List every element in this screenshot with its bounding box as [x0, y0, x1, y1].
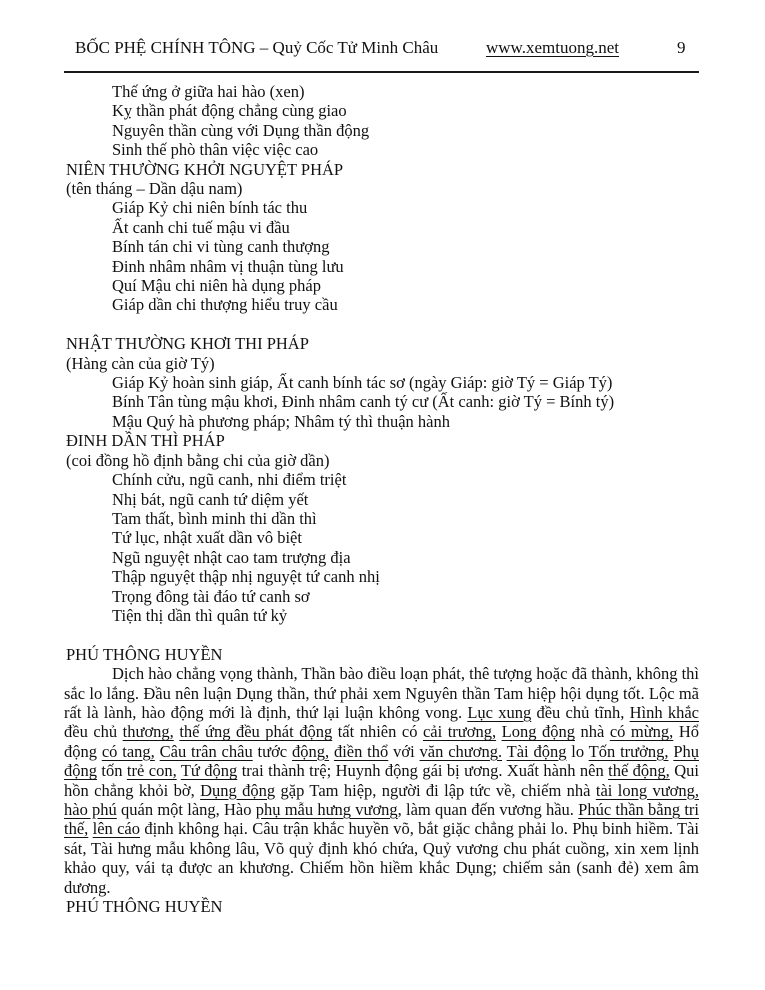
section-heading: NIÊN THƯỜNG KHỞI NGUYỆT PHÁP	[66, 159, 344, 179]
underlined-phrase: có mừng,	[609, 722, 674, 742]
underlined-phrase: lên cáo	[92, 819, 141, 839]
text-run: , làm quan đến vương hầu.	[397, 800, 579, 819]
header-site-link[interactable]: www.xemtuong.net	[486, 38, 619, 57]
underlined-phrase: cải trương,	[422, 722, 497, 742]
text-run: tốn	[97, 761, 127, 781]
verse-line: Giáp Kỷ chi niên bính tác thu	[112, 198, 308, 218]
verse-line: Tam thất, bình minh thi dần thì	[112, 508, 317, 528]
verse-line: Mậu Quý hà phương pháp; Nhâm tý thì thuận hành	[112, 411, 450, 431]
verse-line: Sinh thế phò thân việc việc cao	[112, 140, 319, 160]
underlined-phrase: Phụ động	[64, 741, 699, 781]
verse-line: Thế ứng ở giữa hai hào (xen)	[112, 82, 305, 101]
verse-line: Nguyên thần cùng với Dụng thần động	[112, 120, 370, 140]
underlined-phrase: Hình khắc	[629, 702, 699, 722]
text-run: quán một làng, Hào	[116, 800, 256, 819]
blank-line	[64, 315, 699, 334]
text-run: tất nhiên có	[332, 722, 423, 742]
verse-line: Tiện thị dần thì quân tứ kỷ	[112, 605, 288, 625]
text-run: với	[388, 741, 420, 761]
underlined-phrase: Tốn trưởng,	[588, 741, 669, 761]
section-heading: NHẬT THƯỜNG KHƠI THI PHÁP	[66, 334, 309, 354]
text-run: Qui hồn chẳng khỏi bờ,	[64, 761, 699, 800]
section-heading: PHÚ THÔNG HUYỀN	[66, 644, 223, 664]
verse-line: Bính Tân tùng mậu khơi, Đinh nhâm canh tý cư (Ất canh: giờ Tý = Bính tý)	[112, 392, 615, 412]
verse-line: Chính cửu, ngũ canh, nhi điểm triệt	[112, 470, 347, 490]
document-body	[64, 82, 699, 916]
section-note: (tên tháng – Dần dậu nam)	[66, 179, 243, 199]
blank-line	[64, 625, 699, 644]
page-header	[64, 38, 699, 73]
section-heading: PHÚ THÔNG HUYỀN	[66, 897, 223, 917]
text-run: lo	[566, 741, 589, 761]
verse-line: Đinh nhâm nhâm vị thuận tùng lưu	[112, 256, 344, 276]
verse-line: Bính tán chi vi tùng canh thượng	[112, 237, 330, 257]
underlined-phrase: Phúc thần bằng tri thế,	[64, 800, 699, 839]
underlined-phrase: Câu trân châu	[159, 741, 253, 761]
underlined-phrase: hào phú	[64, 800, 117, 819]
underlined-phrase: Lục xung	[467, 702, 532, 722]
verse-line: Nhị bát, ngũ canh tứ diệm yết	[112, 489, 309, 509]
body-paragraph	[64, 664, 699, 897]
verse-line: Thập nguyệt thập nhị nguyệt tứ canh nhị	[112, 567, 380, 587]
underlined-phrase: văn chương.	[419, 741, 503, 761]
underlined-phrase: thế động,	[608, 761, 670, 781]
underlined-phrase: Dụng động	[200, 780, 276, 800]
section-note: (coi đồng hồ định bằng chi của giờ dần)	[66, 450, 330, 470]
verse-line: Kỵ thần phát động chẳng cùng giao	[112, 101, 347, 121]
verse-line: Trọng đông tài đáo tứ canh sơ	[112, 586, 310, 606]
text-run: nhà	[574, 722, 610, 742]
text-run: gặp Tam hiệp, người đi lập tức về, chiếm nhà	[275, 780, 596, 800]
verse-line: Quí Mậu chi niên hà dụng pháp	[112, 276, 321, 296]
verse-line: Ất canh chi tuế mậu vi đầu	[112, 217, 290, 237]
underlined-phrase: động,	[291, 741, 330, 761]
verse-line: Giáp dần chi thượng hiểu truy cầu	[112, 295, 338, 315]
underlined-phrase: có tang,	[101, 741, 155, 761]
underlined-phrase: phụ mẫu hưng vương	[255, 800, 398, 819]
underlined-phrase: điền thổ	[333, 741, 389, 761]
verse-line: Ngũ nguyệt nhật cao tam trượng địa	[112, 547, 351, 567]
underlined-phrase: tài long vương,	[595, 780, 699, 800]
text-run: đều chủ	[64, 722, 123, 742]
underlined-phrase: trẻ con,	[126, 761, 177, 781]
text-run: Hổ động	[64, 722, 699, 761]
text-run: tước	[252, 741, 292, 761]
verse-line: Tứ lục, nhật xuất dần vô biệt	[112, 528, 302, 548]
page-number: 9	[677, 38, 686, 57]
text-run: đều chủ tĩnh,	[531, 702, 630, 722]
underlined-phrase: Long động	[501, 722, 575, 742]
verse-line: Giáp Kỷ hoàn sinh giáp, Ất canh bính tác sơ (ngày Giáp: giờ Tý = Giáp Tý)	[112, 373, 613, 393]
section-note: (Hàng càn của giờ Tý)	[66, 353, 215, 373]
underlined-phrase: thương,	[122, 722, 174, 742]
underlined-phrase: thế ứng đều phát động	[179, 722, 333, 742]
underlined-phrase: Tài động	[506, 741, 567, 761]
section-heading: ĐINH DẦN THÌ PHÁP	[66, 431, 225, 451]
header-title: BỐC PHỆ CHÍNH TÔNG – Quỷ Cốc Tử Minh Châu	[75, 38, 439, 57]
text-run: Dịch hào chẳng vọng thành, Thần bào điều loạn phát, thê tượng hoặc đã thành, không thì sắc lo lắng. Đầu nên luận Dụng thần, thứ phải xem Nguyên thần Tam hiệp hội dụng tốt. Lộc mã rất là lành, hào động mới là định, thứ lại luận không vong.	[64, 664, 699, 722]
text-run: định không hại. Câu trận khắc huyền võ, bắt giặc chẳng phải lo. Phụ binh hiềm. Tài sát, Tài hưng mẫu không lâu, Võ quỷ định khó chứa, Quỷ vương chu phát cuồng, xin xem lịnh khảo quy, vái tạ được an khương. Chiếm hồn hiềm khắc Dụng; chiếm sản (sanh đẻ) xem âm dương.	[64, 819, 699, 897]
text-run: trai thành trệ; Huynh động gái bị ương. Xuất hành nên	[237, 761, 609, 781]
underlined-phrase: Tứ động	[180, 761, 238, 781]
